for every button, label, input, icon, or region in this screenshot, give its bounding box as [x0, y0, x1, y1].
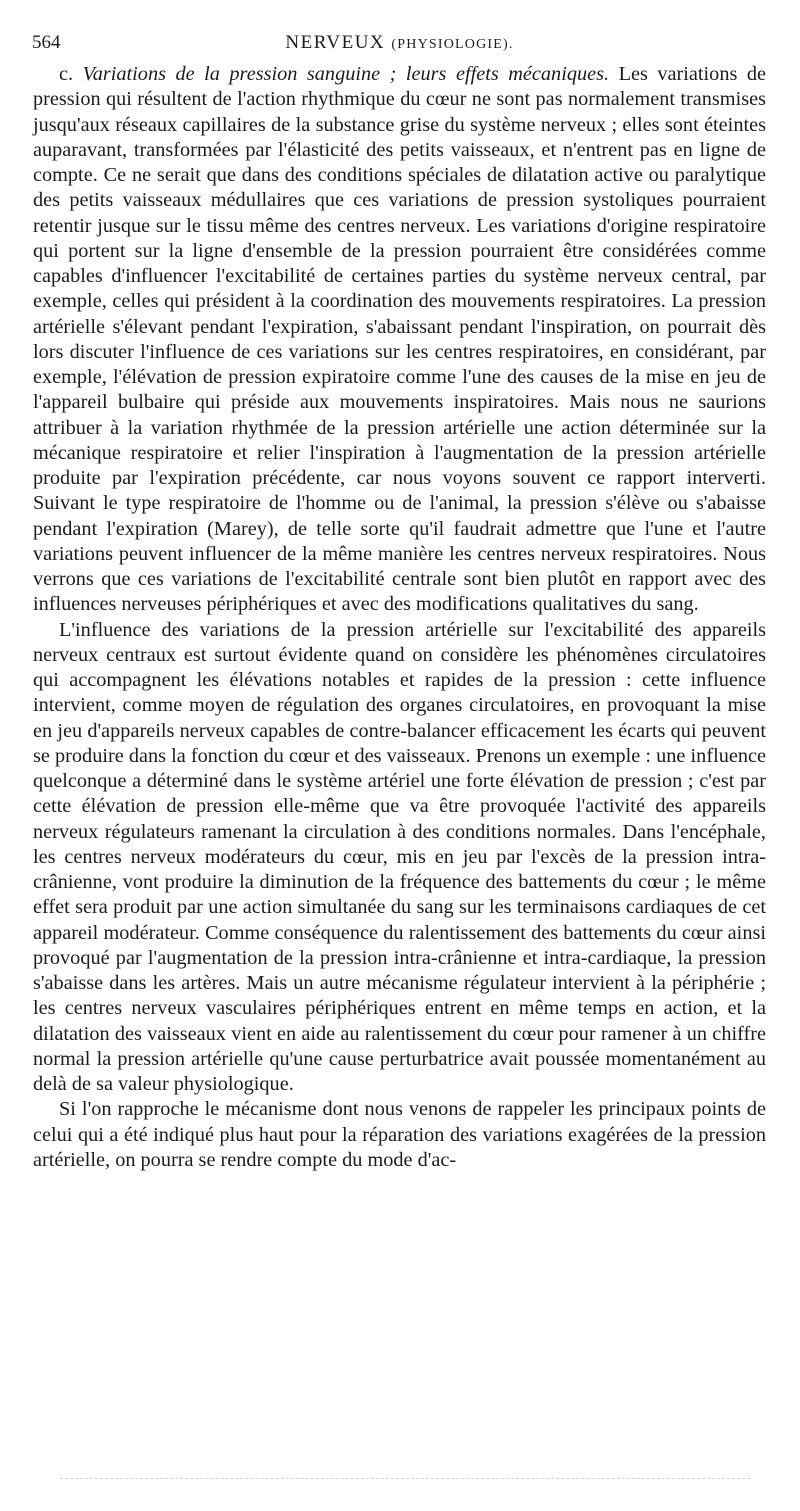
paragraph-1: [33, 62, 766, 618]
paragraph-text: Si l'on rapproche le mécanisme dont nous venons de rappeler les principaux points de celui qui a été indiqué plus haut pour la réparation des variations exagérées de la pression artérielle, on pourra se rendre compte du mode d'ac-: [33, 1098, 766, 1171]
footer-rule: [60, 1478, 750, 1479]
running-title-main: NERVEUX: [285, 32, 386, 53]
running-title-sub: (PHYSIOLOGIE).: [391, 37, 514, 52]
body-text: [33, 62, 766, 1173]
paragraph-2: [33, 618, 766, 1098]
running-title: [32, 30, 767, 58]
paragraph-text: L'influence des variations de la pression artérielle sur l'excitabilité des appareils nerveux centraux est surtout évidente quand on considère les phénomènes circulatoires qui accompagnent les élévations notables et rapides de la pression : cette influence intervient, comme moyen de régulation des organes circulatoires, en provoquant la mise en jeu d'appareils nerveux capables de contre-balancer efficacement les écarts qui peuvent se produire dans la fonction du cœur et des vaisseaux. Prenons un exemple : une influence quelconque a déterminé dans le système artériel une forte élévation de pression ; c'est par cette élévation de pression elle-même que va être provoquée l'activité des appareils nerveux régulateurs ramenant la circulation à des conditions normales. Dans l'encéphale, les centres nerveux modérateurs du cœur, mis en jeu par l'excès de la pression intra-crânienne, vont produire la diminution de la fréquence des battements du cœur ; le même effet sera produit par une action simultanée du sang sur les terminaisons cardiaques de cet appareil modérateur. Comme conséquence du ralentissement des battements du cœur ainsi provoqué par l'augmentation de la pression intra-crânienne et intra-cardiaque, la pression s'abaisse dans les artères. Mais un autre mécanisme régulateur intervient à la périphérie ; les centres nerveux vasculaires périphériques entrent en même temps en action, et la dilatation des vaisseaux vient en aide au ralentissement du cœur pour ramener à un chiffre normal la pression artérielle qu'une cause perturbatrice avait poussée momentanément au delà de sa valeur physiologique.: [33, 618, 766, 1095]
paragraph-3: [33, 1097, 766, 1173]
section-label: c.: [59, 63, 74, 85]
page-number: 564: [32, 32, 61, 53]
paragraph-text: Les variations de pression qui résultent de l'action rhythmique du cœur ne sont pas normalement transmises jusqu'aux réseaux capillaires de la substance grise du système nerveux ; elles sont éteintes auparavant, transformées par l'élasticité des petits vaisseaux, et n'entrent pas en ligne de compte. Ce ne serait que dans des conditions spéciales de dilatation active ou paralytique des petits vaisseaux médullaires que ces variations de pression systoliques pourraient retentir jusque sur le tissu même des centres nerveux. Les variations d'origine respiratoire qui portent sur la ligne d'ensemble de la pression pourraient être considérées comme capables d'influencer l'excitabilité de certaines parties du système nerveux central, par exemple, celles qui président à la coordination des mouvements respiratoires. La pression artérielle s'élevant pendant l'expiration, s'abaissant pendant l'inspiration, on pourrait dès lors discuter l'influence de ces variations sur les centres respiratoires, en considérant, par exemple, l'élévation de pression expiratoire comme l'une des causes de la mise en jeu de l'appareil bulbaire qui préside aux mouvements inspiratoires. Mais nous ne saurions attribuer à la variation rhythmée de la pression artérielle une action déterminée sur la mécanique respiratoire et relier l'inspiration à l'augmentation de la pression artérielle produite par l'expiration précédente, car nous voyons souvent ce rapport interverti. Suivant le type respiratoire de l'homme ou de l'animal, la pression s'élève ou s'abaisse pendant l'expiration (Marey), de telle sorte qu'il faudrait admettre que l'une et l'autre variations peuvent influencer de la même manière les centres nerveux respiratoires. Nous verrons que ces variations de l'excitabilité centrale sont bien plutôt en rapport avec des influences nerveuses périphériques et avec des modifications qualitatives du sang.: [33, 63, 767, 616]
running-head: [32, 30, 767, 56]
section-title: Variations de la pression sanguine ; leurs effets mécaniques.: [82, 63, 610, 85]
